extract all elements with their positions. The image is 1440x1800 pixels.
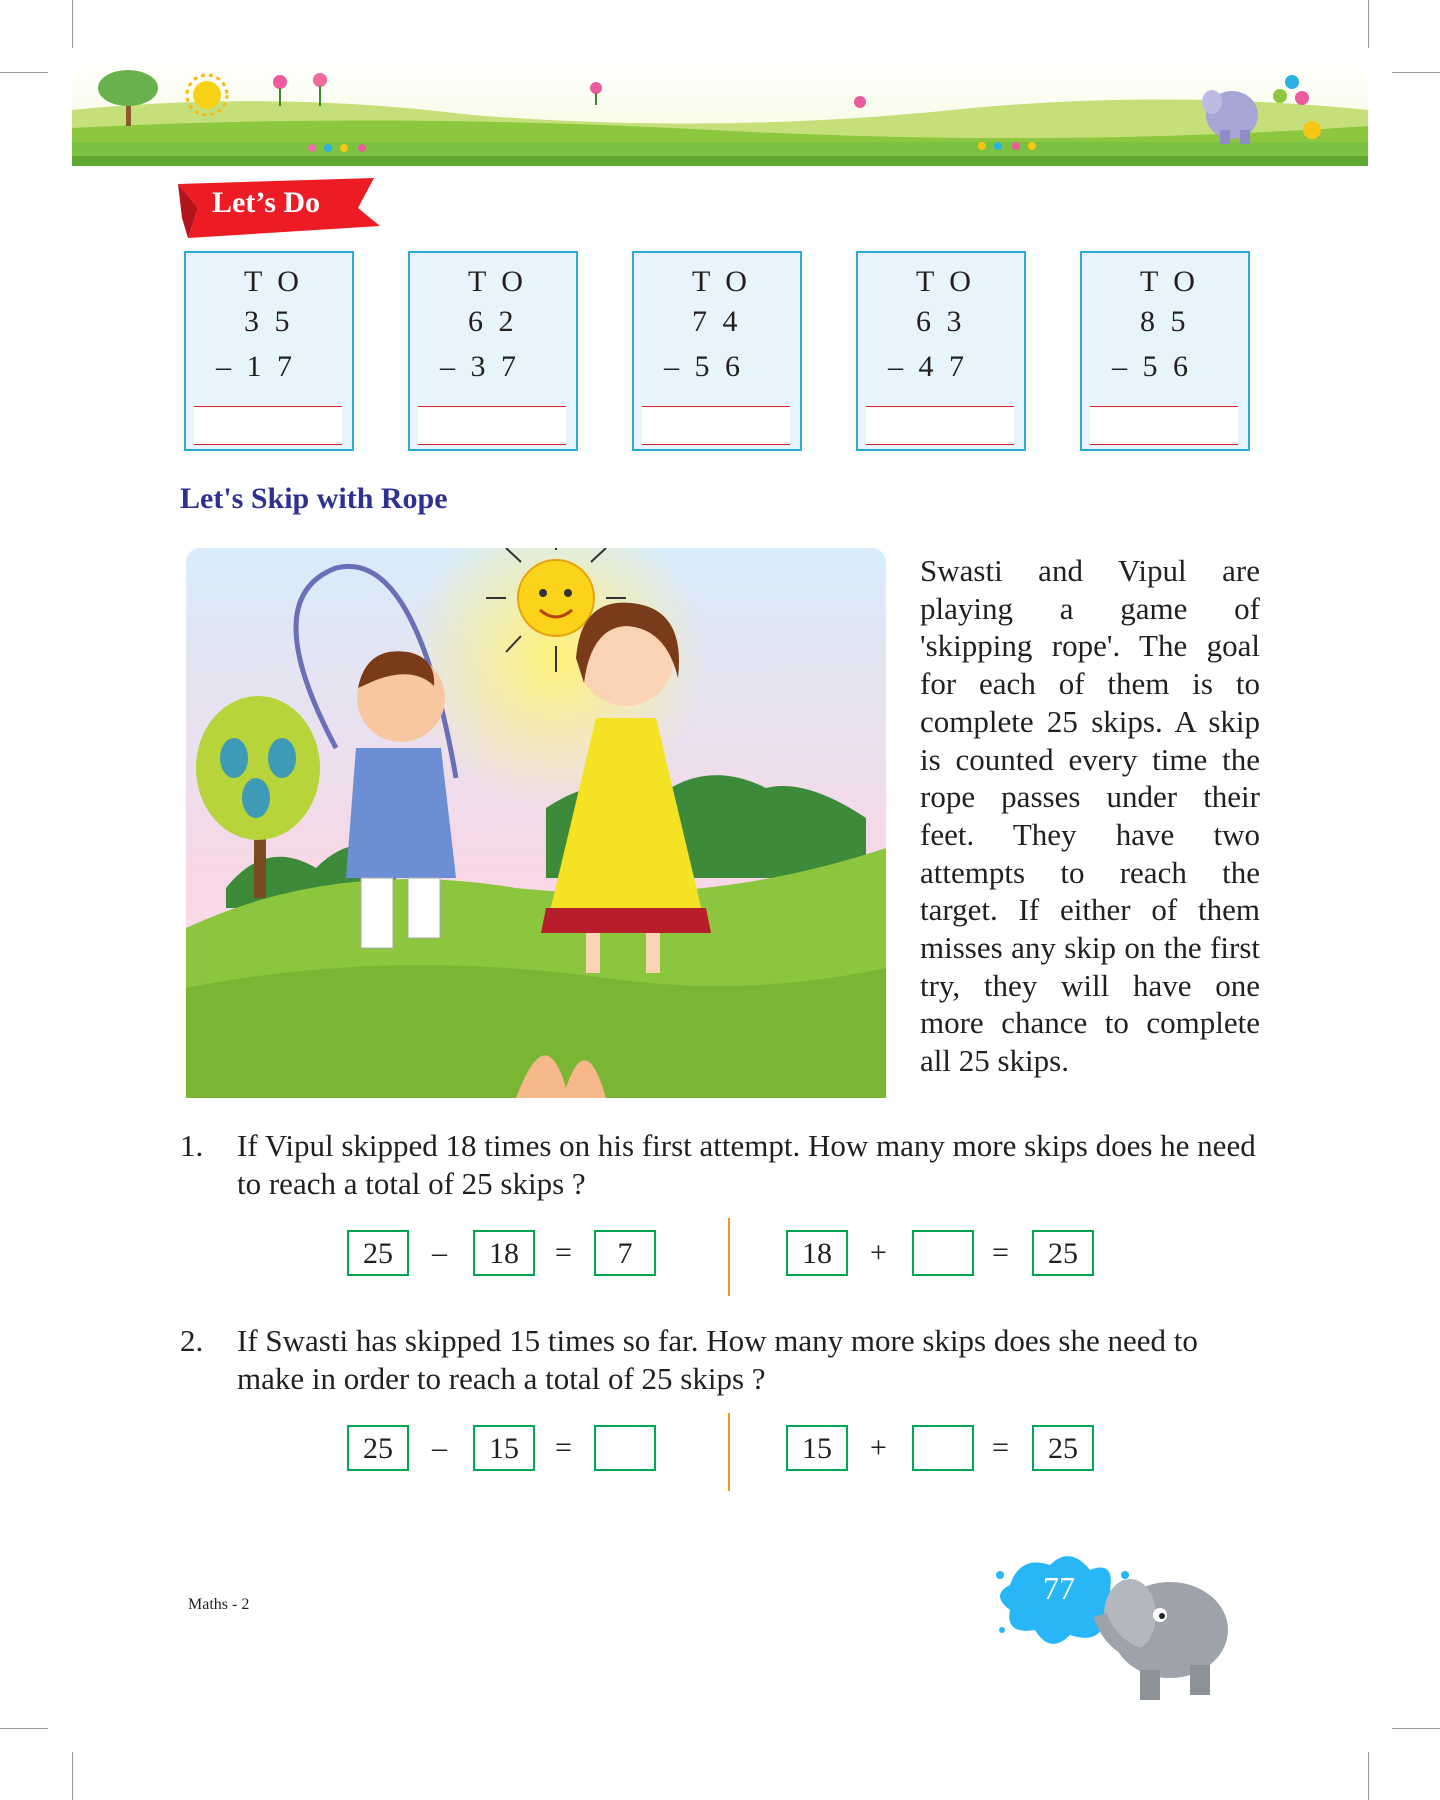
subtrahend: – 3 7: [440, 350, 520, 383]
activity-title: Let's Skip with Rope: [180, 482, 448, 515]
minuend: 3 5: [244, 305, 294, 338]
answer-blank[interactable]: [866, 406, 1014, 445]
crop-mark: [72, 1752, 73, 1800]
equation-box: 25: [1032, 1230, 1094, 1276]
equals-sign: =: [555, 1236, 572, 1269]
answer-box[interactable]: [912, 1230, 974, 1276]
crop-mark: [1368, 1752, 1369, 1800]
minuend: 6 2: [468, 305, 518, 338]
equation-box: 25: [347, 1230, 409, 1276]
place-value-header: T O: [468, 265, 527, 298]
answer-blank[interactable]: [194, 406, 342, 445]
section-title: Let’s Do: [212, 186, 321, 219]
crop-mark: [0, 72, 48, 73]
story-paragraph: Swasti and Vipul are playing a game of 'skipping rope'. The goal for each of them is to complete 25 skips. A skip is counted every time the rope passes under their feet. They have two attempts to reach the target. If either of them misses any skip on the first try, they will have one more chance to complete all 25 skips.: [920, 553, 1260, 1079]
minuend: 8 5: [1140, 305, 1190, 338]
place-value-header: T O: [1140, 265, 1199, 298]
header-banner: [72, 60, 1368, 166]
divider: [728, 1413, 730, 1491]
equation-box: 25: [1032, 1425, 1094, 1471]
question-text: If Vipul skipped 18 times on his first attempt. How many more skips does he need to reach a total of 25 skips ?: [237, 1128, 1256, 1201]
page-number: 77: [1043, 1570, 1075, 1606]
equation-box: 18: [786, 1230, 848, 1276]
subtraction-problem: [632, 251, 802, 451]
equals-sign: =: [992, 1431, 1009, 1464]
crop-mark: [0, 1728, 48, 1729]
crop-mark: [1368, 0, 1369, 48]
question-number: 1.: [180, 1128, 204, 1163]
place-value-header: T O: [916, 265, 975, 298]
footer-subject: Maths - 2: [188, 1596, 250, 1613]
subtrahend: – 4 7: [888, 350, 968, 383]
elephant-icon: [1100, 1579, 1228, 1700]
subtrahend: – 5 6: [1112, 350, 1192, 383]
crop-mark: [72, 0, 73, 48]
minuend: 6 3: [916, 305, 966, 338]
plus-sign: +: [870, 1431, 887, 1464]
skipping-rope-illustration: [186, 548, 886, 1098]
equation-box: 15: [473, 1425, 535, 1471]
question: [180, 1127, 1270, 1207]
equation-box: 15: [786, 1425, 848, 1471]
divider: [728, 1218, 730, 1296]
equals-sign: =: [555, 1431, 572, 1464]
answer-blank[interactable]: [642, 406, 790, 445]
minus-sign: –: [432, 1236, 447, 1269]
equation-box: 25: [347, 1425, 409, 1471]
plus-sign: +: [870, 1236, 887, 1269]
minus-sign: –: [432, 1431, 447, 1464]
subtrahend: – 5 6: [664, 350, 744, 383]
crop-mark: [1392, 72, 1440, 73]
equals-sign: =: [992, 1236, 1009, 1269]
subtraction-problem: [184, 251, 354, 451]
question: [180, 1322, 1270, 1402]
equation-box: 18: [473, 1230, 535, 1276]
subtraction-problem: [1080, 251, 1250, 451]
subtrahend: – 1 7: [216, 350, 296, 383]
answer-box[interactable]: [912, 1425, 974, 1471]
question-number: 2.: [180, 1323, 204, 1358]
subtraction-problem: [408, 251, 578, 451]
answer-box[interactable]: [594, 1425, 656, 1471]
crop-mark: [1392, 1728, 1440, 1729]
minuend: 7 4: [692, 305, 742, 338]
place-value-header: T O: [244, 265, 303, 298]
answer-blank[interactable]: [1090, 406, 1238, 445]
place-value-header: T O: [692, 265, 751, 298]
answer-box[interactable]: 7: [594, 1230, 656, 1276]
subtraction-problem: [856, 251, 1026, 451]
answer-blank[interactable]: [418, 406, 566, 445]
question-text: If Swasti has skipped 15 times so far. How many more skips does she need to make in order to reach a total of 25 skips ?: [237, 1323, 1198, 1396]
